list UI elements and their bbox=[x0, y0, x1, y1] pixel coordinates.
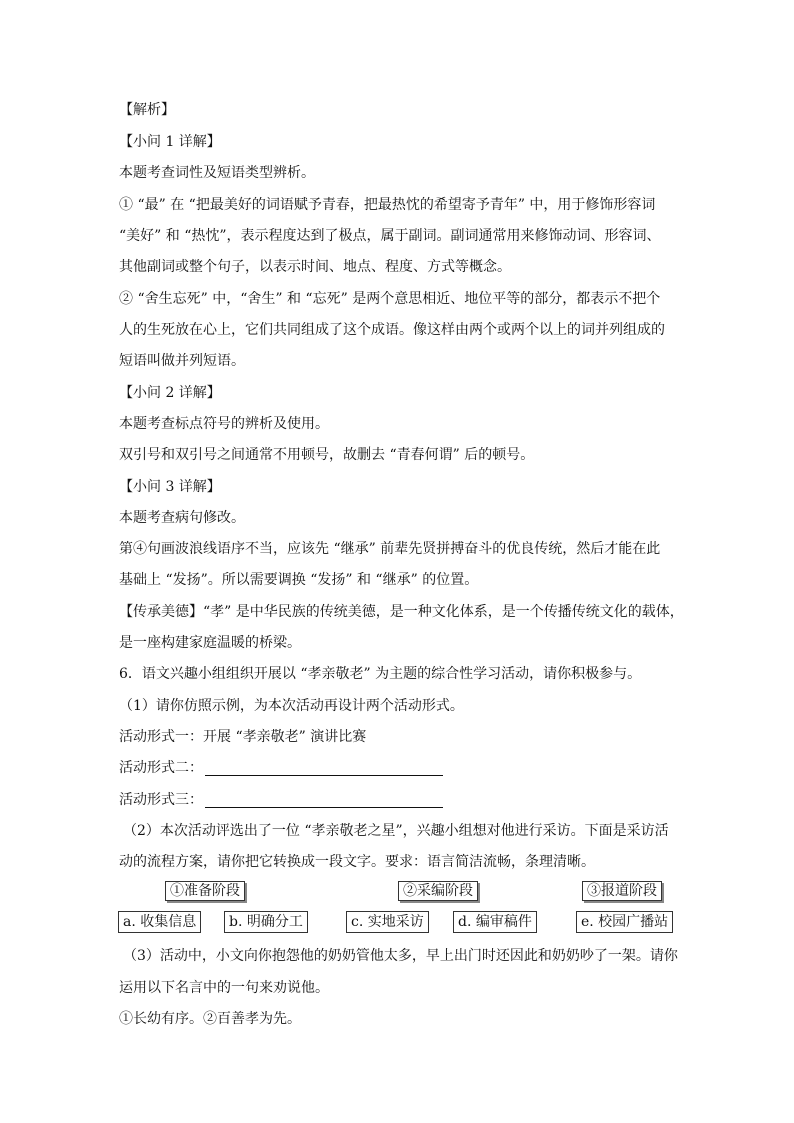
virtue-paragraph-line: 【传承美德】“孝” 是中华民族的传统美德，是一种文化体系，是一个传播传统文化的载体， bbox=[119, 604, 684, 620]
q1-paragraph-line: “美好” 和 “热忱”，表示程度达到了极点，属于副词。副词通常用来修饰动词、形容词、 bbox=[119, 228, 661, 244]
virtue-paragraph-line: 是一座构建家庭温暖的桥梁。 bbox=[119, 635, 301, 651]
activity-form-two bbox=[119, 758, 679, 778]
q3-intro: 本题考查病句修改。 bbox=[119, 510, 245, 526]
question6-sub3-line: （3）活动中，小文向你抱怨他的奶奶管他太多，早上出门时还因此和奶奶吵了一架。请你 bbox=[123, 948, 678, 964]
q1-paragraph-line: ② “舍生忘死” 中，“舍生” 和 “忘死” 是两个意思相近、地位平等的部分，都表示不把个 bbox=[119, 291, 661, 307]
q3-header: 【小问 3 详解】 bbox=[119, 479, 221, 495]
q2-paragraph-line: 双引号和双引号之间通常不用顿号，故删去 “青春何谓” 后的顿号。 bbox=[119, 447, 535, 463]
step-field-interview: c. 实地采访 bbox=[346, 911, 429, 933]
step-campus-radio: e. 校园广播站 bbox=[576, 911, 673, 933]
q2-header: 【小问 2 详解】 bbox=[119, 385, 221, 401]
q1-intro: 本题考查词性及短语类型辨析。 bbox=[119, 165, 315, 181]
stage-prepare: ①准备阶段 bbox=[165, 881, 245, 901]
q1-paragraph-line: 其他副词或整个句子，以表示时间、地点、程度、方式等概念。 bbox=[119, 259, 511, 275]
question6-sub3-line: 运用以下名言中的一句来劝说他。 bbox=[119, 980, 329, 996]
q3-paragraph-line: 第④句画波浪线语序不当，应该先 “继承” 前辈先贤拼搏奋斗的优良传统，然后才能在此 bbox=[119, 541, 661, 557]
activity-form-two-label: 活动形式二： bbox=[119, 760, 203, 776]
question6-stem: 6．语文兴趣小组组织开展以 “孝亲敬老” 为主题的综合性学习活动，请你积极参与。 bbox=[119, 666, 642, 682]
answer-blank[interactable] bbox=[205, 793, 443, 808]
answer-blank[interactable] bbox=[205, 761, 443, 776]
question6-sub2-line: 动的流程方案，请你把它转换成一段文字。要求：语言简洁流畅，条理清晰。 bbox=[119, 854, 595, 870]
step-collect-info: a. 收集信息 bbox=[118, 911, 201, 933]
q1-paragraph-line: 短语叫做并列短语。 bbox=[119, 353, 245, 369]
step-edit-review: d. 编审稿件 bbox=[453, 911, 537, 933]
stage-report: ③报道阶段 bbox=[582, 881, 662, 901]
quotes-line: ①长幼有序。②百善孝为先。 bbox=[119, 1011, 301, 1027]
analysis-header: 【解析】 bbox=[119, 102, 175, 118]
activity-form-three-label: 活动形式三： bbox=[119, 792, 203, 808]
q1-paragraph-line: ① “最” 在 “把最美好的词语赋予青春，把最热忱的希望寄予青年” 中，用于修饰形容词 bbox=[119, 197, 656, 213]
q2-intro: 本题考查标点符号的辨析及使用。 bbox=[119, 416, 329, 432]
activity-form-example: 活动形式一：开展 “孝亲敬老” 演讲比赛 bbox=[119, 729, 367, 745]
stage-edit: ②采编阶段 bbox=[398, 881, 478, 901]
q1-paragraph-line: 人的生死放在心上，它们共同组成了这个成语。像这样由两个或两个以上的词并列组成的 bbox=[119, 322, 665, 338]
activity-form-three bbox=[119, 790, 679, 810]
q3-paragraph-line: 基础上 “发扬”。所以需要调换 “发扬” 和 “继承” 的位置。 bbox=[119, 572, 479, 588]
step-assign-roles: b. 明确分工 bbox=[224, 911, 308, 933]
question6-sub1: （1）请你仿照示例，为本次活动再设计两个活动形式。 bbox=[119, 698, 464, 714]
q1-header: 【小问 1 详解】 bbox=[119, 134, 221, 150]
question6-sub2-line: （2）本次活动评选出了一位 “孝亲敬老之星”，兴趣小组想对他进行采访。下面是采访活 bbox=[123, 823, 669, 839]
